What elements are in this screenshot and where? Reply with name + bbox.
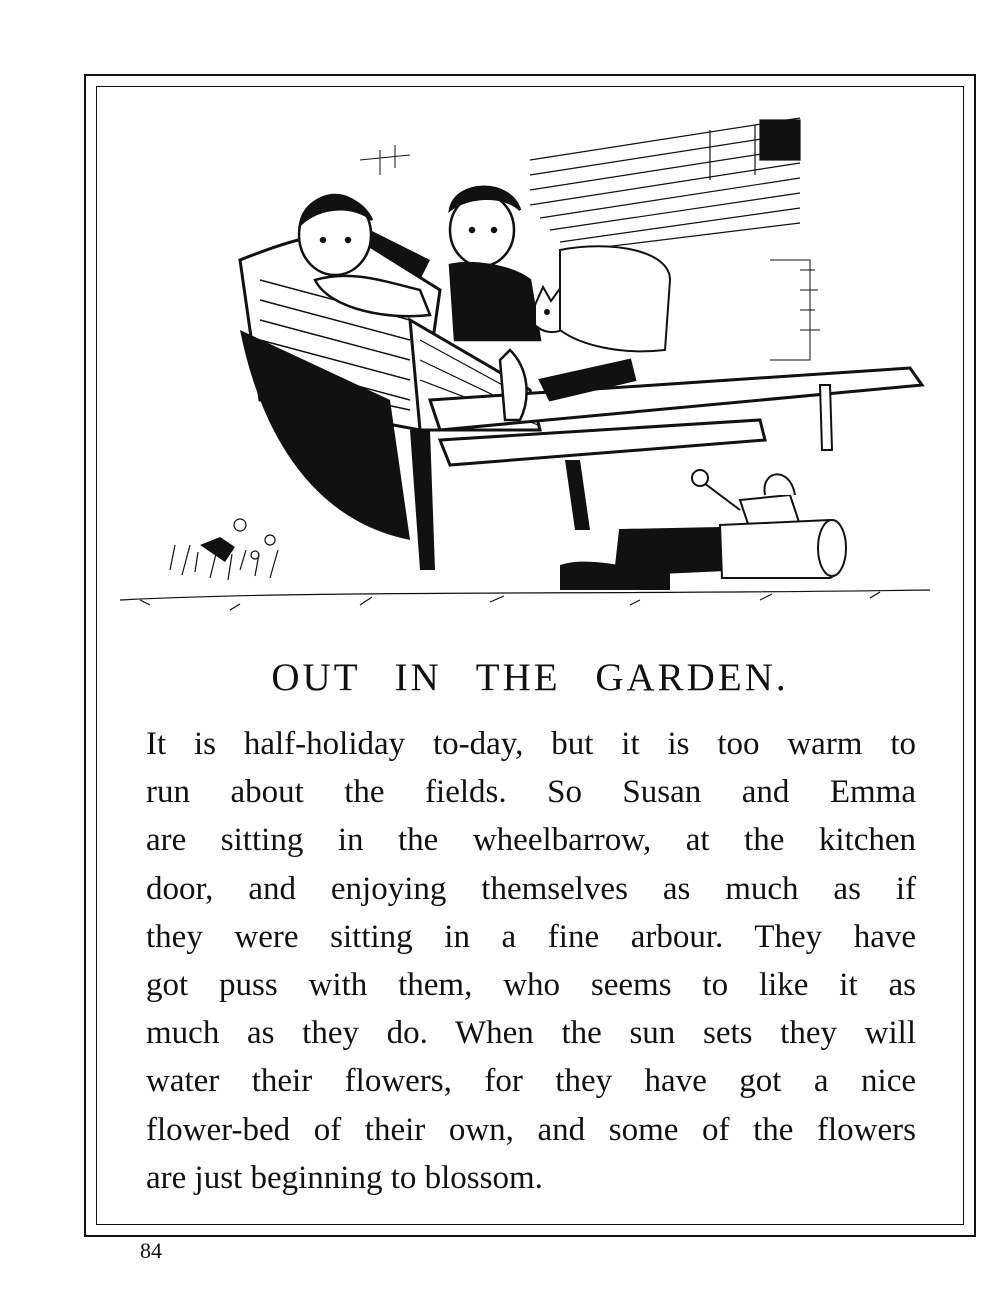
watering-can <box>692 470 800 530</box>
paragraph-line: much as they do. When the sun sets they will <box>146 1015 916 1052</box>
paragraph-line: are just beginning to blossom. <box>146 1159 543 1196</box>
page-number: 84 <box>140 1238 162 1263</box>
paragraph-line: they were sitting in a fine arbour. They have <box>146 918 916 955</box>
wall-hatching <box>530 118 800 250</box>
story-paragraph <box>146 720 916 1202</box>
page-title: OUT IN THE GARDEN. <box>271 656 789 699</box>
paragraph-line: water their flowers, for they have got a nice <box>146 1063 916 1100</box>
paragraph-line: flower-bed of their own, and some of the flowers <box>146 1111 916 1148</box>
paragraph-line: run about the fields. So Susan and Emma <box>146 774 916 811</box>
wheelbarrow-illustration <box>110 100 940 640</box>
paragraph-line: got puss with them, who seems to like it as <box>146 967 916 1004</box>
paragraph-line: door, and enjoying themselves as much as if <box>146 870 916 907</box>
paragraph-line: are sitting in the wheelbarrow, at the kitchen <box>146 822 916 859</box>
paragraph-line: It is half-holiday to-day, but it is too warm to <box>146 726 916 762</box>
